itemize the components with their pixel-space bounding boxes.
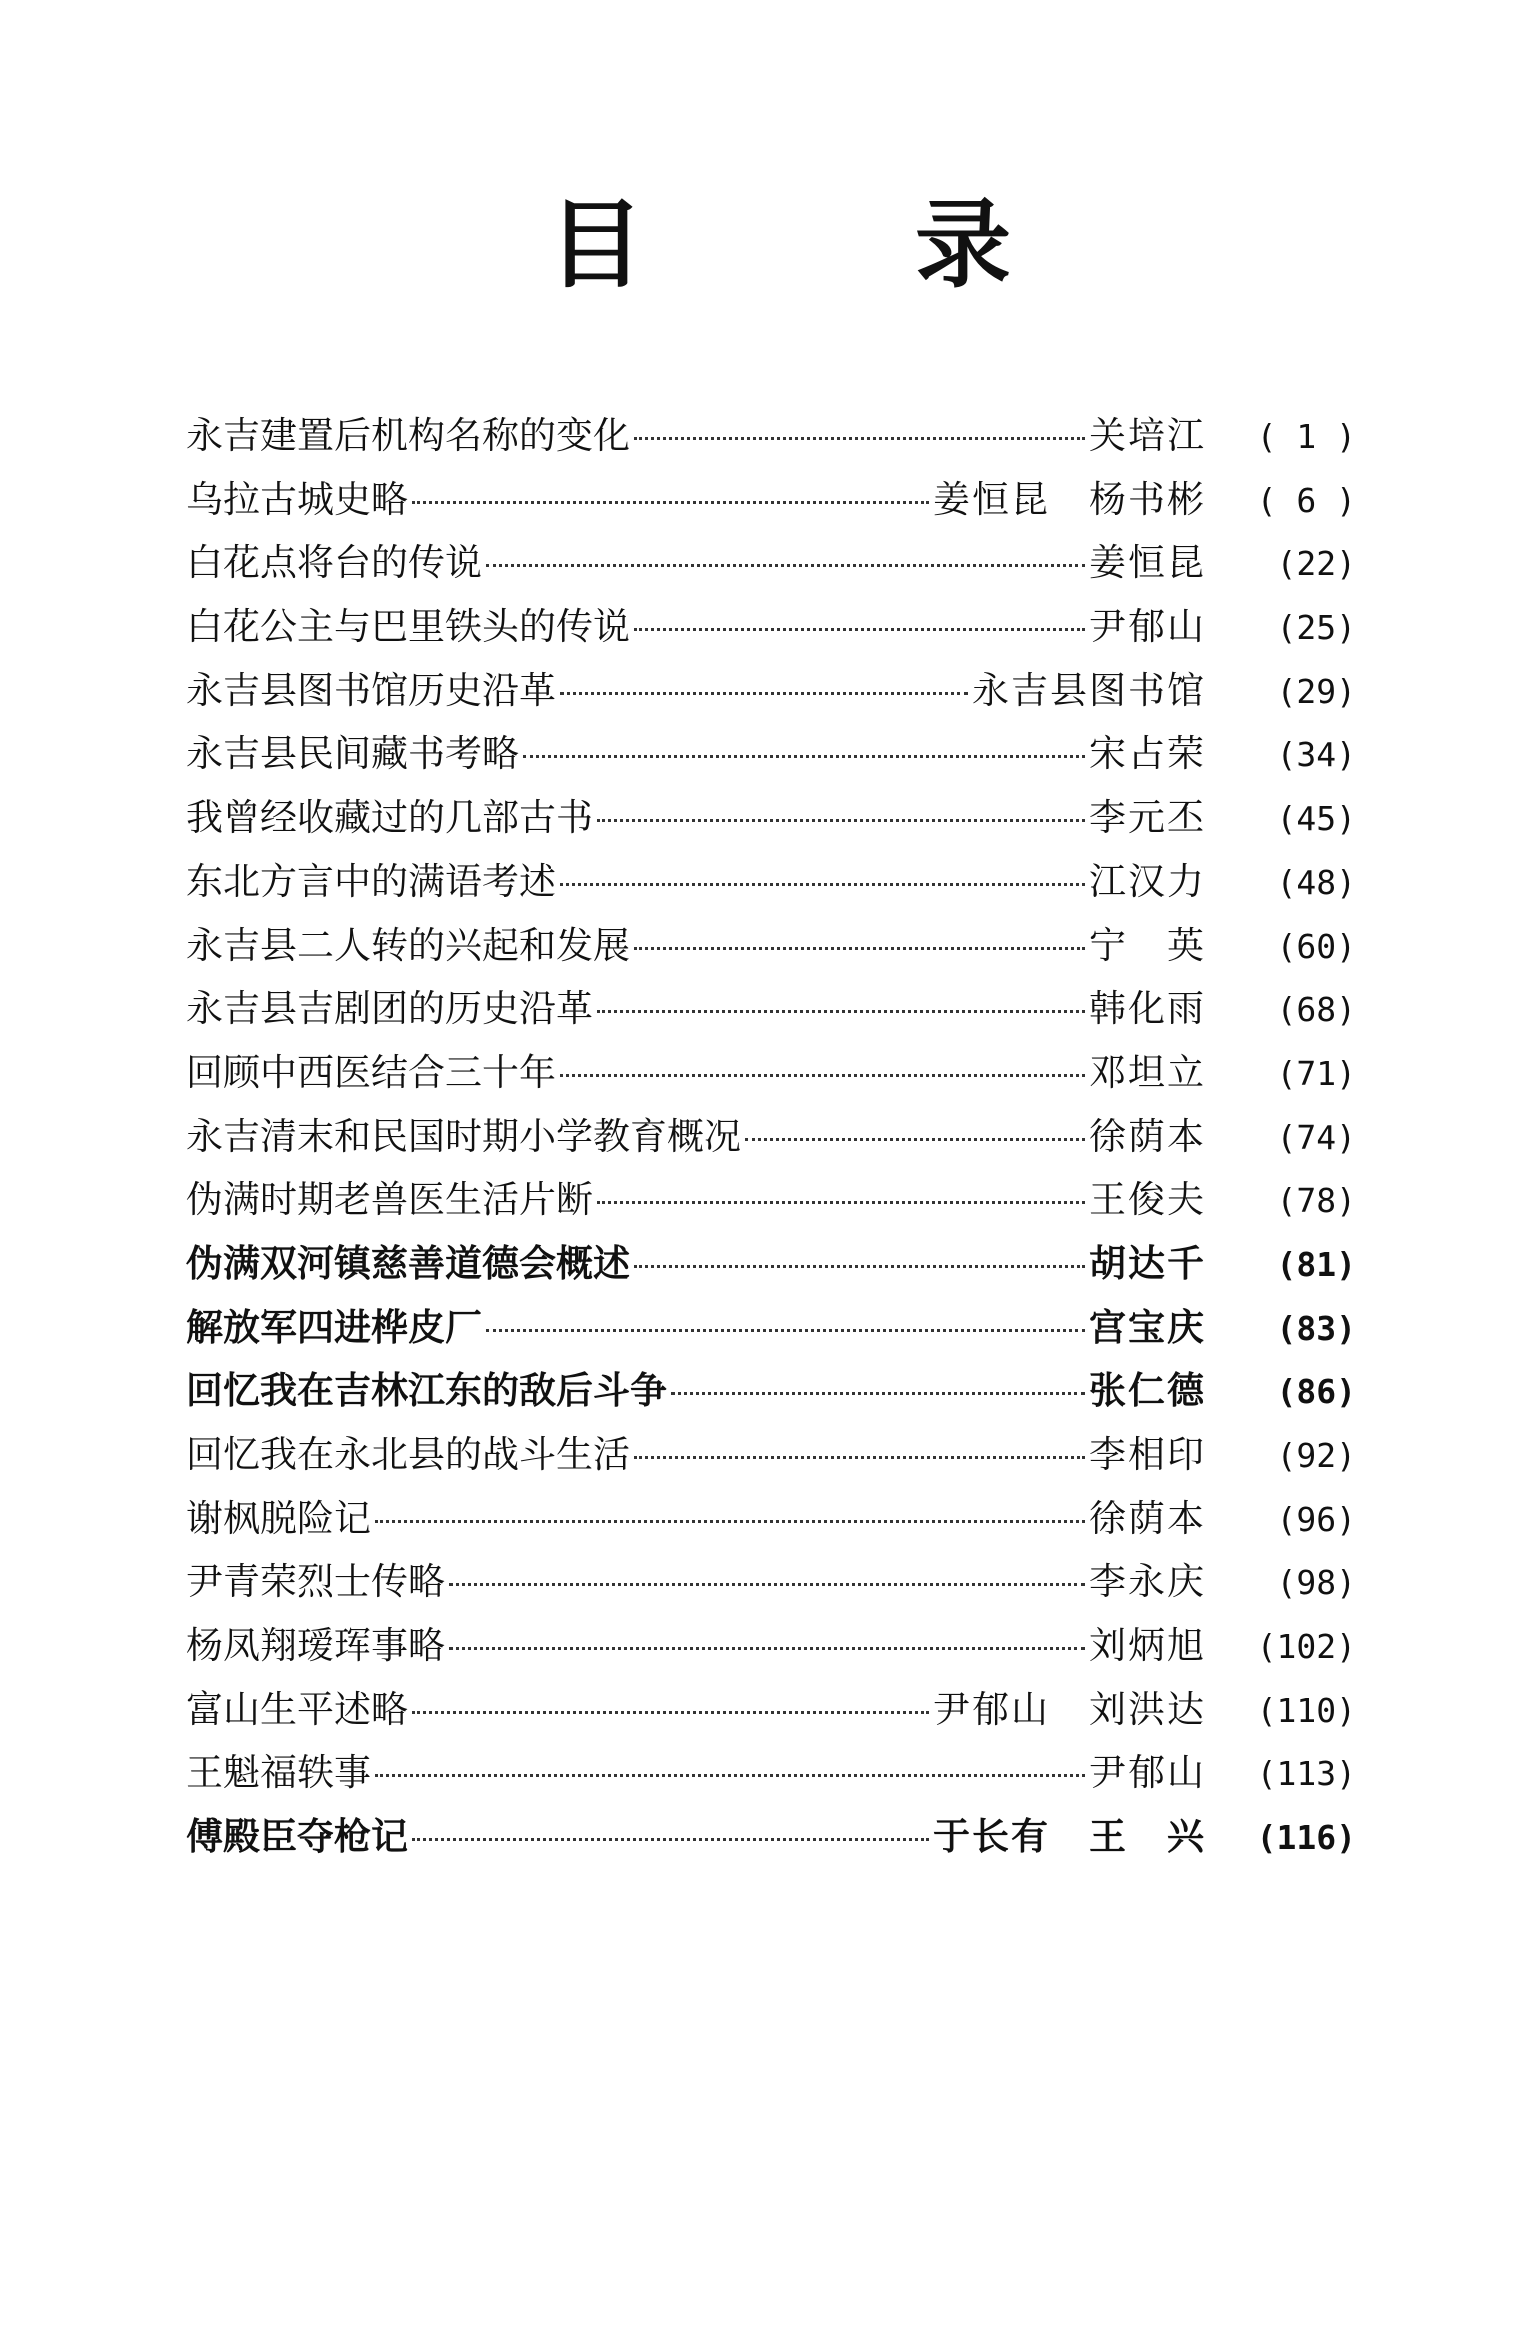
toc-entry (186, 1359, 1356, 1423)
dot-leader (671, 1392, 1085, 1395)
entry-title: 白花点将台的传说 (186, 541, 482, 585)
dot-leader (597, 1010, 1085, 1013)
toc-entry (186, 531, 1356, 595)
entry-page-number: (102) (1256, 1627, 1356, 1667)
table-of-contents (186, 404, 1356, 1869)
entry-author: 尹郁山 (1089, 605, 1206, 649)
entry-page-number: (45) (1276, 799, 1356, 839)
entry-author: 王俊夫 (1089, 1178, 1206, 1222)
entry-author: 姜恒昆 杨书彬 (933, 477, 1206, 521)
entry-author: 胡达千 (1089, 1240, 1206, 1285)
dot-leader (523, 755, 1085, 758)
entry-page-number: ( 6 ) (1256, 480, 1356, 520)
entry-author: 江汉力 (1089, 859, 1206, 903)
dot-leader (634, 947, 1085, 950)
entry-page-number: (83) (1276, 1308, 1356, 1348)
toc-entry (186, 786, 1356, 850)
entry-author: 徐荫本 (1089, 1496, 1206, 1540)
entry-author: 邓坦立 (1089, 1050, 1206, 1094)
entry-page-number: (68) (1276, 990, 1356, 1030)
entry-author: 姜恒昆 (1089, 541, 1206, 585)
entry-page-number: (48) (1276, 862, 1356, 902)
entry-title: 我曾经收藏过的几部古书 (186, 796, 593, 840)
dot-leader (375, 1774, 1085, 1777)
entry-author: 尹郁山 刘洪达 (933, 1687, 1206, 1731)
entry-page-number: (34) (1276, 735, 1356, 775)
entry-title: 乌拉古城史略 (186, 477, 408, 521)
dot-leader (560, 1074, 1085, 1077)
entry-page-number: ( 1 ) (1256, 417, 1356, 456)
entry-page-number: (92) (1276, 1436, 1356, 1475)
dot-leader (634, 1456, 1085, 1459)
toc-entry (186, 1487, 1356, 1551)
entry-title: 解放军四进桦皮厂 (186, 1304, 482, 1349)
entry-page-number: (81) (1276, 1244, 1356, 1284)
toc-entry (186, 1678, 1356, 1742)
toc-entry (186, 1805, 1356, 1869)
toc-entry (186, 914, 1356, 978)
entry-author: 尹郁山 (1089, 1751, 1206, 1795)
toc-entry (186, 1232, 1356, 1296)
title-char-2: 录 (915, 189, 1011, 301)
dot-leader (486, 1329, 1085, 1332)
dot-leader (597, 819, 1085, 822)
entry-author: 于长有 王 兴 (933, 1814, 1206, 1859)
entry-title: 回顾中西医结合三十年 (186, 1050, 556, 1094)
entry-author: 宁 英 (1089, 923, 1206, 967)
entry-page-number: (25) (1276, 608, 1356, 648)
entry-page-number: (113) (1256, 1754, 1356, 1794)
dot-leader (486, 564, 1085, 567)
entry-author: 关培江 (1089, 414, 1206, 457)
toc-entry (186, 1614, 1356, 1678)
entry-title: 永吉县二人转的兴起和发展 (186, 923, 630, 967)
entry-title: 谢枫脱险记 (186, 1496, 371, 1540)
toc-entry (186, 1550, 1356, 1614)
dot-leader (634, 628, 1085, 631)
entry-title: 傅殿臣夺枪记 (186, 1814, 408, 1859)
entry-page-number: (110) (1256, 1690, 1356, 1730)
entry-title: 永吉县图书馆历史沿革 (186, 668, 556, 712)
entry-page-number: (29) (1276, 671, 1356, 711)
entry-author: 宫宝庆 (1089, 1304, 1206, 1349)
entry-title: 东北方言中的满语考述 (186, 859, 556, 903)
dot-leader (412, 501, 929, 504)
entry-title: 永吉县民间藏书考略 (186, 732, 519, 776)
dot-leader (375, 1520, 1085, 1523)
entry-author: 徐荫本 (1089, 1114, 1206, 1158)
toc-entry (186, 722, 1356, 786)
entry-author: 永吉县图书馆 (972, 668, 1206, 712)
entry-page-number: (22) (1276, 544, 1356, 584)
entry-author: 宋占荣 (1089, 732, 1206, 776)
toc-entry (186, 659, 1356, 723)
toc-entry (186, 1105, 1356, 1169)
entry-title: 尹青荣烈士传略 (186, 1560, 445, 1604)
entry-title: 白花公主与巴里铁头的传说 (186, 605, 630, 649)
entry-title: 永吉县吉剧团的历史沿革 (186, 987, 593, 1031)
toc-entry (186, 1168, 1356, 1232)
entry-title: 回忆我在吉林江东的敌后斗争 (186, 1368, 667, 1413)
entry-page-number: (60) (1276, 926, 1356, 966)
entry-author: 刘炳旭 (1089, 1624, 1206, 1668)
entry-title: 回忆我在永北县的战斗生活 (186, 1433, 630, 1476)
dot-leader (412, 1838, 929, 1841)
toc-entry (186, 468, 1356, 532)
entry-author: 张仁德 (1089, 1368, 1206, 1413)
dot-leader (745, 1138, 1085, 1141)
entry-page-number: (98) (1276, 1563, 1356, 1603)
dot-leader (449, 1583, 1085, 1586)
entry-author: 韩化雨 (1089, 987, 1206, 1031)
dot-leader (634, 1265, 1085, 1268)
entry-page-number: (71) (1276, 1053, 1356, 1093)
title-char-1: 目 (548, 189, 644, 301)
entry-title: 伪满时期老兽医生活片断 (186, 1178, 593, 1222)
toc-entry (186, 1423, 1356, 1487)
toc-entry (186, 1041, 1356, 1105)
entry-title: 永吉建置后机构名称的变化 (186, 414, 630, 457)
dot-leader (597, 1201, 1085, 1204)
toc-entry (186, 977, 1356, 1041)
entry-title: 王魁福轶事 (186, 1751, 371, 1795)
page-title (0, 190, 1520, 310)
entry-title: 富山生平述略 (186, 1687, 408, 1731)
entry-page-number: (74) (1276, 1117, 1356, 1157)
entry-title: 杨凤翔瑷珲事略 (186, 1624, 445, 1668)
entry-page-number: (116) (1256, 1818, 1356, 1858)
entry-author: 李元丕 (1089, 796, 1206, 840)
entry-title: 永吉清末和民国时期小学教育概况 (186, 1114, 741, 1158)
toc-entry (186, 1741, 1356, 1805)
dot-leader (634, 437, 1085, 440)
entry-title: 伪满双河镇慈善道德会概述 (186, 1240, 630, 1285)
entry-page-number: (78) (1276, 1181, 1356, 1221)
toc-entry (186, 1296, 1356, 1360)
toc-entry (186, 404, 1356, 468)
dot-leader (560, 692, 968, 695)
dot-leader (560, 883, 1085, 886)
dot-leader (412, 1711, 929, 1714)
dot-leader (449, 1647, 1085, 1650)
entry-page-number: (96) (1276, 1499, 1356, 1539)
entry-page-number: (86) (1276, 1372, 1356, 1412)
toc-entry (186, 595, 1356, 659)
entry-author: 李相印 (1089, 1433, 1206, 1476)
entry-author: 李永庆 (1089, 1560, 1206, 1604)
toc-entry (186, 850, 1356, 914)
